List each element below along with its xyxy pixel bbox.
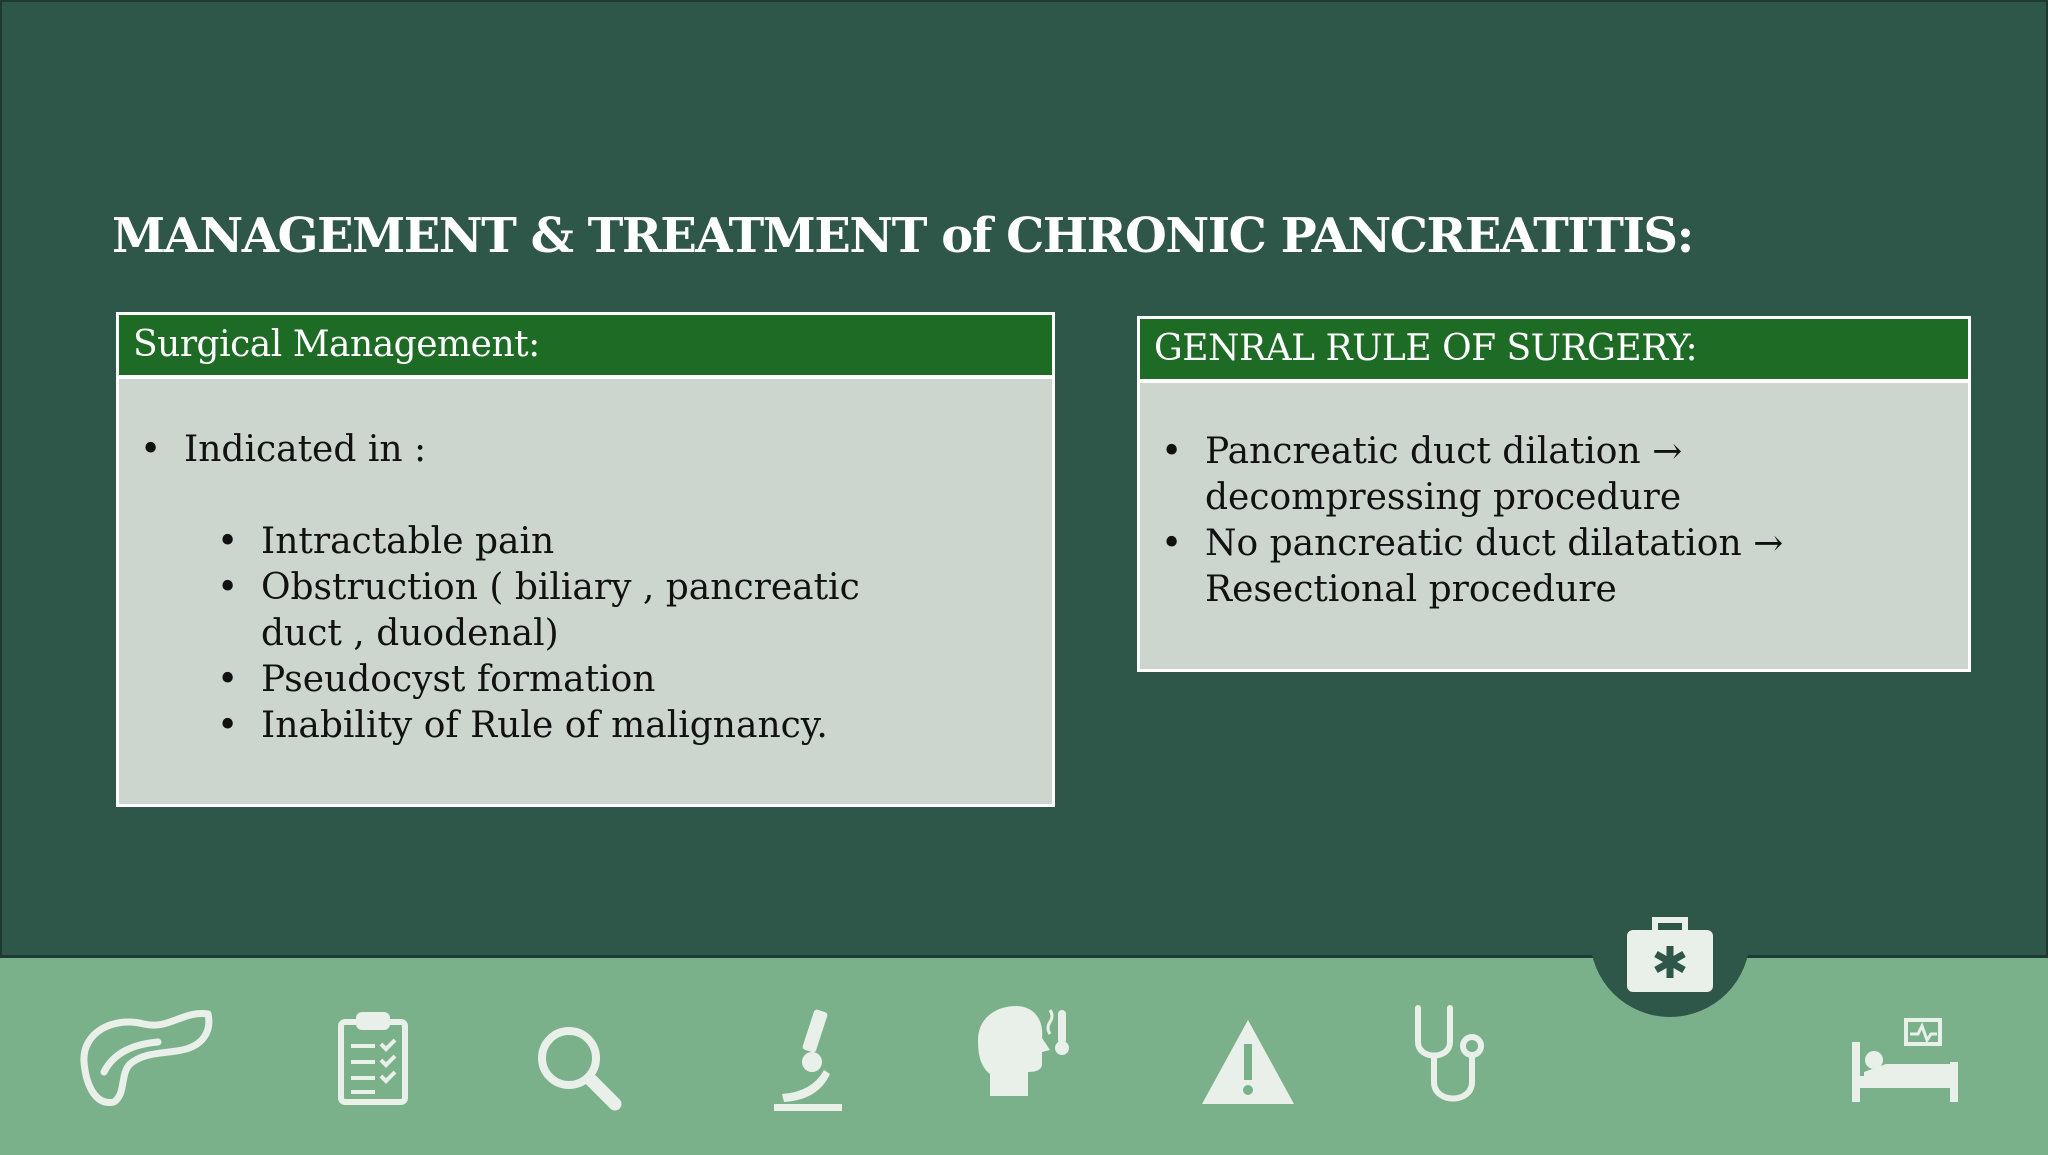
rule-list (1205, 429, 1945, 613)
surgical-management-header: Surgical Management: (119, 315, 1052, 379)
surgical-management-body (119, 379, 1052, 749)
slide-title: MANAGEMENT & TREATMENT of CHRONIC PANCREATITIS: (112, 208, 1693, 264)
list-item: • No pancreatic duct dilatation → Resectional procedure (1205, 521, 1945, 613)
surgical-management-box (116, 312, 1055, 807)
general-rule-body (1140, 383, 1965, 613)
list-item: • Obstruction ( biliary , pancreatic duct , duodenal) (261, 565, 921, 657)
stethoscope-icon[interactable] (1410, 1004, 1490, 1106)
list-item: • Intractable pain (261, 519, 921, 565)
warning-icon[interactable] (1200, 1018, 1296, 1106)
list-item-indicated: • Indicated in : (184, 427, 1032, 473)
medical-kit-icon[interactable] (1625, 916, 1715, 994)
microscope-icon[interactable] (772, 1008, 844, 1112)
list-item: • Inability of Rule of malignancy. (261, 703, 921, 749)
pancreas-icon[interactable] (74, 1002, 214, 1108)
list-item: • Pancreatic duct dilation → decompressing procedure (1205, 429, 1945, 521)
search-icon[interactable] (535, 1024, 623, 1112)
list-item: • Pseudocyst formation (261, 657, 921, 703)
general-rule-header: GENRAL RULE OF SURGERY: (1140, 319, 1968, 383)
general-rule-box (1137, 316, 1971, 672)
indications-list (184, 519, 921, 749)
hospital-bed-icon[interactable] (1850, 1018, 1960, 1102)
clipboard-checklist-icon[interactable] (337, 1012, 409, 1106)
head-fever-icon[interactable] (972, 1004, 1072, 1098)
